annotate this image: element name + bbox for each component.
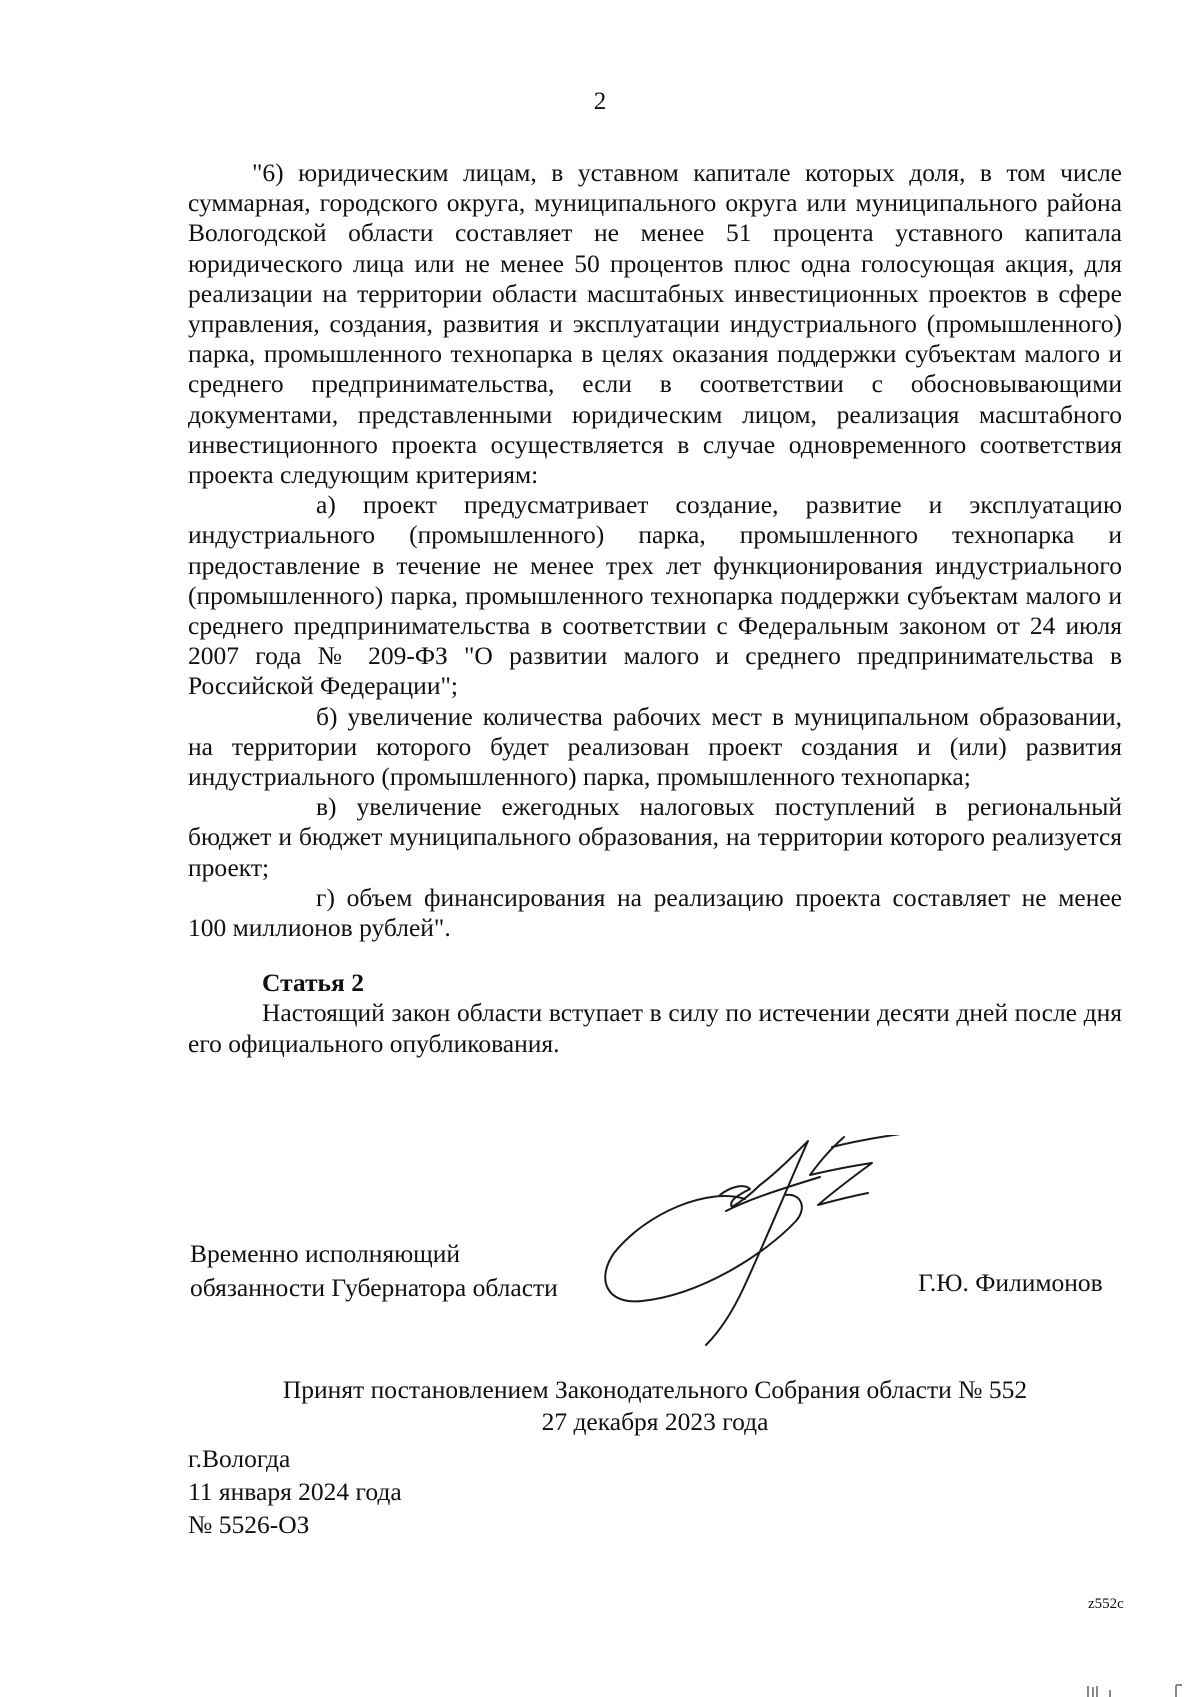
criteria-item-text: объем финансирования на реализацию проекта составляет не менее 100 миллионов рублей".: [188, 882, 1123, 943]
adoption-date: 27 декабря 2023 года: [541, 1407, 769, 1436]
criteria-item-a: [188, 490, 1122, 701]
criteria-item-text: увеличение количества рабочих мест в муниципальном образовании, на территории которого будет реализован проект создания и (или) развития индустриального (промышленного) парка, промышленного технопарка;: [188, 701, 1122, 792]
signing-date: 11 января 2024 года: [188, 1477, 402, 1506]
law-number: № 5526-ОЗ: [188, 1510, 310, 1539]
article-text: Настоящий закон области вступает в силу по истечении десяти дней после дня его официального опубликования.: [188, 998, 1122, 1058]
handwritten-signature: [600, 1135, 1040, 1355]
criteria-item-text: увеличение ежегодных налоговых поступлений в региональный бюджет и бюджет муниципального образования, на территории которого реализуется проект;: [188, 792, 1123, 882]
article-heading: Статья 2: [262, 968, 364, 998]
criteria-item-v: [188, 792, 1122, 883]
criteria-item-g: [188, 883, 1122, 943]
page-number: 2: [593, 88, 607, 115]
amendment-intro: "6) юридическим лицам, в уставном капитале которых доля, в том числе суммарная, городского округа, муниципального округа или муниципального района Вологодской области составляет не менее 51 процента уставного капитала юридического лица или не менее 50 процентов плюс одна голосующая акция, для реализации на территории области масштабных инвестиционных проектов в сфере управления, создания, развития и эксплуатации индустриального (промышленного) парка, промышленного технопарка в целях оказания поддержки субъектам малого и среднего предпринимательства, если в соответствии с обосновывающими документами, представленными юридическим лицом, реализация масштабного инвестиционного проекта осуществляется в случае одновременного соответствия проекта следующим критериям:: [188, 158, 1122, 490]
document-code: z552c: [1088, 1596, 1124, 1612]
criteria-item-b: [188, 702, 1122, 793]
criteria-item-text: проект предусматривает создание, развитие и эксплуатацию индустриального (промышленного) парка, промышленного технопарка и предоставление в течение не менее трех лет функционирования индустриального (промышленного) парка, промышленного технопарка поддержки субъектам малого и среднего предпринимательства в соответствии с Федеральным законом от 24 июля 2007 года № 209-ФЗ "О развитии малого и среднего предпринимательства в Российской Федерации";: [188, 490, 1123, 701]
city: г.Вологда: [188, 1444, 291, 1473]
criteria-item-label: б): [316, 701, 338, 731]
signatory-position: [190, 1237, 558, 1305]
adoption-note: [188, 1374, 1122, 1438]
signatory-position-line1: Временно исполняющий: [190, 1239, 461, 1268]
place-date-number: [188, 1442, 402, 1541]
signatory-position-line2: обязанности Губернатора области: [190, 1273, 558, 1302]
criteria-item-label: г): [316, 882, 335, 912]
scan-edge-marks: [1050, 1682, 1200, 1697]
adoption-line1: Принят постановлением Законодательного Собрания области № 552: [282, 1375, 1028, 1404]
signatory-name: Г.Ю. Филимонов: [918, 1268, 1103, 1297]
document-body: [188, 158, 1122, 1059]
criteria-item-label: в): [316, 792, 337, 822]
criteria-item-label: а): [316, 490, 336, 520]
